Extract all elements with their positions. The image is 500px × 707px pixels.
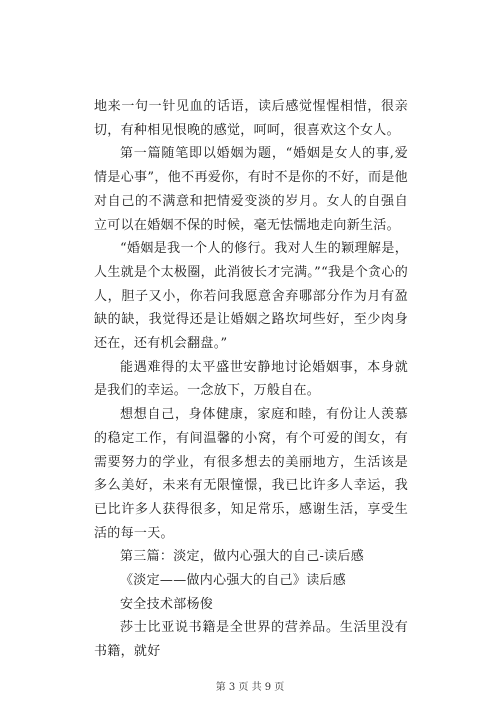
section-heading: 第三篇：淡定，做内心强大的自己-读后感	[120, 549, 365, 565]
paragraph-gratitude: 想想自己，身体健康，家庭和睦，有份让人羡慕的稳定工作，有间温馨的小窝，有个可爱的闺女，有需要努力的学业，有很多想去的美丽地方，生活该是多么美好，未来有无限憧憬，我已比许多人幸运，我已比许多人获得很多，知足常乐，感谢生活，享受生活的每一天。	[94, 407, 408, 541]
paragraph-shakespeare: 莎士比亚说书籍是全世界的营养品。生活里没有书籍，就好	[94, 620, 408, 660]
page-number-footer: 第 3 页 共 9 页	[215, 682, 285, 693]
article-title: 《淡定——做内心强大的自己》读后感	[120, 573, 347, 589]
paragraph-marriage-quote: “婚姻是我一个人的修行。我对人生的颖理解是，人生就是个太极圈，此消彼长才完满。”“我是个贪心的人，胆子又小，你若问我愿意舍弃哪部分作为月有盈缺的缺，我觉得还是让婚姻之路坎坷些好，至少肉身还在，还有机会翻盘。”	[94, 241, 408, 352]
article-author: 安全技术部杨俊	[120, 596, 214, 612]
paragraph-peaceful-times: 能遇难得的太平盛世安静地讨论婚姻事，本身就是我们的幸运。一念放下，万般自在。	[94, 359, 408, 399]
document-body	[94, 95, 408, 664]
paragraph-continuation: 地来一句一针见血的话语，读后感觉惺惺相惜，很亲切，有种相见恨晚的感觉，呵呵，很喜欢这个女人。	[94, 99, 408, 138]
paragraph-marriage-essay: 第一篇随笔即以婚姻为题，“婚姻是女人的事,爱情是心事”，他不再爱你，有时不是你的不好，而是他对自己的不满意和把情爱变淡的岁月。女人的自强自立可以在婚姻不保的时候，毫无怯懦地走向新生活。	[94, 146, 408, 233]
